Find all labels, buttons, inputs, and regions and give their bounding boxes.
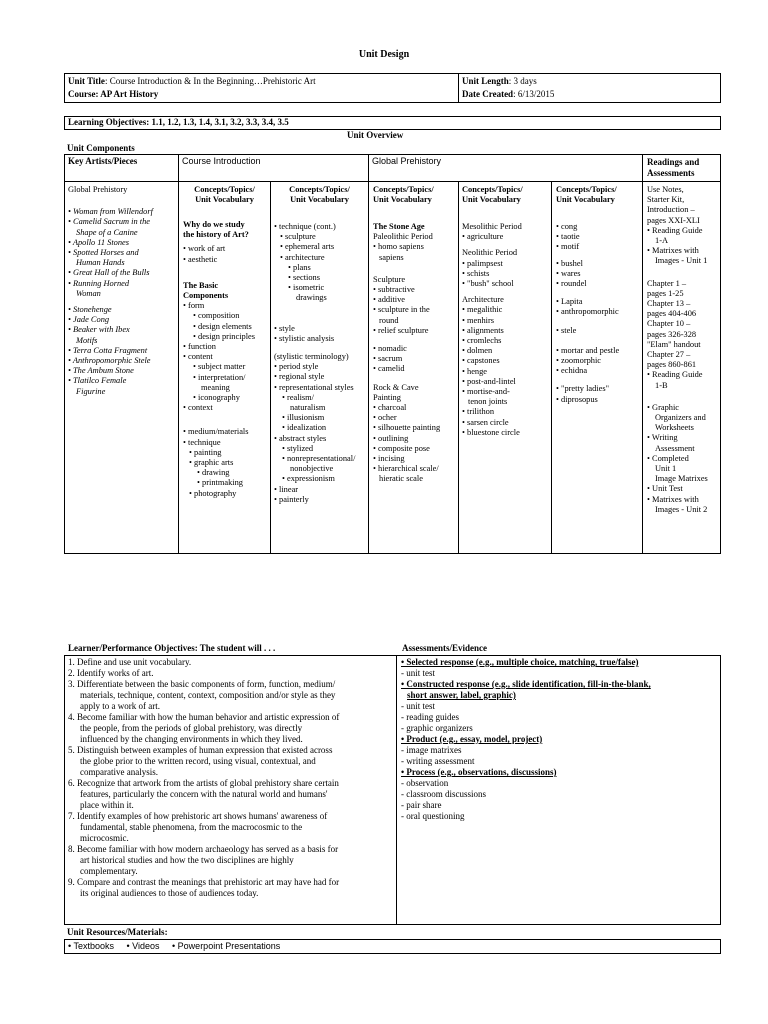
- col1-line: • subject matter: [193, 362, 246, 372]
- col5-line: • bushel: [556, 258, 583, 268]
- concepts-column-1: [183, 220, 269, 499]
- assessment-line: short answer, label, graphic): [407, 690, 516, 700]
- col3-line: • ocher: [373, 413, 397, 423]
- col5-line: • mortar and pestle: [556, 345, 620, 355]
- col2-line: • ephemeral arts: [280, 242, 335, 252]
- col6-line: • Graphic: [647, 402, 679, 412]
- col2-line: • architecture: [280, 252, 325, 262]
- objective-line: features, particularly the concern with the natural world and humans': [80, 789, 328, 799]
- col3-line: Sculpture: [373, 274, 406, 284]
- key-artist-item: • Spotted Horses and: [68, 248, 139, 258]
- col4-line: • schists: [462, 268, 490, 278]
- col6-line: Assessment: [655, 443, 695, 453]
- col6-line: Starter Kit,: [647, 195, 685, 205]
- col5-line: • roundel: [556, 279, 587, 289]
- concepts-header-5: Concepts/Topics/ Unit Vocabulary: [556, 185, 617, 205]
- col2-line: • regional style: [274, 372, 325, 382]
- col4-line: • bluestone circle: [462, 427, 520, 437]
- col3-line: sapiens: [379, 252, 404, 262]
- col3-line: • incising: [373, 454, 405, 464]
- key-artist-item: • Beaker with Ibex: [68, 325, 130, 335]
- resources-list: • Textbooks • Videos • Powerpoint Presentations: [68, 941, 281, 951]
- col6-line: pages 1-25: [647, 288, 684, 298]
- col2-line: • stylized: [282, 443, 314, 453]
- col4-line: • dolmen: [462, 346, 493, 356]
- objective-line: place within it.: [80, 800, 134, 810]
- readings-column: [647, 185, 720, 515]
- col4-line: • megalithic: [462, 305, 503, 315]
- col4-line: • capstones: [462, 356, 500, 366]
- objective-line: fundamental, stable phenomena, from the macrocosmic to the: [80, 822, 303, 832]
- concepts-column-2: [274, 222, 367, 505]
- header-course-introduction: Course Introduction: [182, 156, 261, 166]
- objective-line: influenced by the changing environments in which they lived.: [80, 734, 303, 744]
- key-artists-column: [68, 185, 176, 397]
- col2-line: • abstract styles: [274, 433, 327, 443]
- col6-line: 1-B: [655, 380, 668, 390]
- col3-line: • relief sculpture: [373, 325, 429, 335]
- assessment-line: - graphic organizers: [401, 723, 473, 733]
- col6-line: Organizers and: [655, 413, 706, 423]
- col4-line: Neolithic Period: [462, 248, 518, 258]
- objective-line: the people, from the periods of global prehistory, was directly: [80, 723, 303, 733]
- objective-line: 8. Become familiar with how modern archaeology has served as a basis for: [68, 844, 339, 854]
- col6-line: pages 404-406: [647, 309, 697, 319]
- col1-line: • photography: [189, 488, 237, 498]
- col1-line: • form: [183, 301, 205, 311]
- col1-line: • function: [183, 342, 216, 352]
- concepts-header-4: Concepts/Topics/ Unit Vocabulary: [462, 185, 523, 205]
- assessment-line: - oral questioning: [401, 811, 465, 821]
- objective-line: its original audiences to those of audiences today.: [80, 888, 259, 898]
- unit-title: Unit Title: Course Introduction & In the Beginning…Prehistoric Art: [68, 76, 316, 86]
- assessment-line: - observation: [401, 778, 449, 788]
- col2-line: drawings: [296, 293, 327, 303]
- col5-line: • wares: [556, 268, 581, 278]
- key-artist-item: • Terra Cotta Fragment: [68, 345, 148, 355]
- col6-line: • Matrixes with: [647, 494, 699, 504]
- course-name: Course: AP Art History: [68, 89, 159, 99]
- col2-line: • period style: [274, 362, 319, 372]
- col2-line: • linear: [274, 484, 299, 494]
- col6-line: Unit 1: [655, 464, 677, 474]
- col3-line: Painting: [373, 392, 401, 402]
- objective-line: comparative analysis.: [80, 767, 158, 777]
- key-artist-item: Motifs: [76, 335, 98, 345]
- key-artist-item: • Tlatilco Female: [68, 376, 127, 386]
- unit-components-heading: Unit Components: [67, 143, 135, 153]
- col6-line: Images - Unit 2: [655, 504, 708, 514]
- unit-length: Unit Length: 3 days: [462, 76, 537, 86]
- col1-line: • iconography: [193, 393, 240, 403]
- col3-line: The Stone Age: [373, 222, 425, 231]
- objective-line: apply to a work of art.: [80, 701, 160, 711]
- assessment-line: • Selected response (e.g., multiple choice, matching, true/false): [401, 657, 639, 667]
- col2-line: • sculpture: [280, 232, 316, 242]
- col2-line: • isometric: [288, 283, 325, 293]
- col5-line: • cong: [556, 222, 578, 231]
- objective-line: 7. Identify examples of how prehistoric art shows humans' awareness of: [68, 811, 328, 821]
- col2-line: (stylistic terminology): [274, 352, 349, 362]
- col5-line: • echidna: [556, 366, 588, 376]
- col2-line: • sections: [288, 273, 321, 283]
- col4-line: • agriculture: [462, 232, 504, 242]
- col3-line: hieratic scale: [379, 474, 423, 484]
- key-artist-item: • Great Hall of the Bulls: [68, 268, 150, 278]
- col3-line: • hierarchical scale/: [373, 464, 439, 474]
- assessment-line: • Process (e.g., observations, discussions): [401, 767, 557, 777]
- objective-line: 4. Become familiar with how the human behavior and artistic expression of: [68, 712, 340, 722]
- col3-line: Paleolithic Period: [373, 232, 433, 242]
- concepts-header-1: Concepts/Topics/ Unit Vocabulary: [194, 185, 255, 205]
- col5-line: • diprosopus: [556, 394, 598, 404]
- key-artist-item: Figurine: [76, 386, 106, 396]
- col6-line: pages XXI-XLI: [647, 215, 700, 225]
- col1-line: • design principles: [193, 331, 256, 341]
- key-artist-item: Woman: [76, 288, 101, 298]
- col1-line: • technique: [183, 437, 221, 447]
- concepts-header-3: Concepts/Topics/ Unit Vocabulary: [373, 185, 434, 205]
- assessments-heading: Assessments/Evidence: [402, 643, 487, 653]
- col1-line: meaning: [201, 382, 230, 392]
- col1-line: • context: [183, 403, 213, 413]
- col1-line: • design elements: [193, 321, 252, 331]
- col2-line: • representational styles: [274, 382, 354, 392]
- unit-overview-heading: Unit Overview: [347, 130, 404, 140]
- col5-line: • anthropomorphic: [556, 307, 619, 317]
- col6-line: Chapter 13 –: [647, 299, 691, 309]
- col6-line: • Unit Test: [647, 484, 683, 494]
- objective-line: 3. Differentiate between the basic components of form, function, medium/: [68, 679, 336, 689]
- col6-line: "Elam" handout: [647, 339, 701, 349]
- key-artist-item: • Stonehenge: [68, 305, 112, 315]
- objective-line: 1. Define and use unit vocabulary.: [68, 657, 192, 667]
- col2-line: nonobjective: [290, 464, 334, 474]
- col4-line: • mortise-and-: [462, 387, 510, 397]
- col6-line: • Matrixes with: [647, 246, 699, 256]
- col2-line: • idealization: [282, 423, 327, 433]
- header-key-artists: Key Artists/Pieces: [68, 156, 138, 166]
- col4-line: • post-and-lintel: [462, 376, 516, 386]
- col5-line: • taotie: [556, 232, 580, 242]
- col6-line: • Reading Guide: [647, 370, 703, 380]
- col6-line: Chapter 10 –: [647, 319, 691, 329]
- date-created: Date Created: 6/13/2015: [462, 89, 555, 99]
- assessment-line: • Constructed response (e.g., slide identification, fill-in-the-blank,: [401, 679, 651, 689]
- col3-line: • outlining: [373, 433, 409, 443]
- key-artist-item: • Jade Cong: [68, 315, 110, 325]
- col1-line: • aesthetic: [183, 254, 218, 264]
- col6-line: 1-A: [655, 236, 669, 246]
- col2-line: • realism/: [282, 392, 315, 402]
- concepts-column-5: [556, 222, 641, 405]
- col6-line: • Reading Guide: [647, 225, 703, 235]
- col3-line: Rock & Cave: [373, 382, 419, 392]
- col3-line: • composite pose: [373, 443, 430, 453]
- objective-line: 9. Compare and contrast the meanings that prehistoric art may have had for: [68, 877, 340, 887]
- learning-objectives: Learning Objectives: 1.1, 1.2, 1.3, 1.4, 3.1, 3.2, 3.3, 3.4, 3.5: [68, 117, 289, 127]
- page-title: Unit Design: [358, 49, 410, 60]
- key-artist-item: • Running Horned: [68, 278, 130, 288]
- col6-line: • Completed: [647, 453, 689, 463]
- col4-line: • henge: [462, 366, 488, 376]
- col1-line: • content: [183, 352, 213, 362]
- key-artist-item: Human Hands: [76, 258, 125, 268]
- col1-line: • graphic arts: [189, 458, 234, 468]
- col6-line: Image Matrixes: [655, 474, 708, 484]
- assessment-line: - classroom discussions: [401, 789, 486, 799]
- col1-line: • painting: [189, 447, 222, 457]
- col2-line: • technique (cont.): [274, 222, 336, 231]
- objective-line: 6. Recognize that artwork from the artists of global prehistory share certain: [68, 778, 339, 788]
- key-artist-item: • Apollo 11 Stones: [68, 237, 130, 247]
- objective-line: complementary.: [80, 866, 138, 876]
- col4-line: Mesolithic Period: [462, 222, 522, 231]
- resources-heading: Unit Resources/Materials:: [67, 927, 168, 937]
- key-artists-title: Global Prehistory: [68, 185, 128, 194]
- objective-line: microcosmic.: [80, 833, 129, 843]
- col2-line: naturalism: [290, 403, 326, 413]
- col5-line: • Lapita: [556, 297, 583, 307]
- col2-line: • expressionism: [282, 474, 335, 484]
- col2-line: • style: [274, 323, 295, 333]
- concepts-column-3: [373, 222, 457, 485]
- assessments-list: [401, 657, 719, 822]
- key-artist-item: • Camelid Sacrum in the: [68, 217, 151, 227]
- col2-line: • plans: [288, 262, 311, 272]
- col3-line: • sacrum: [373, 354, 403, 364]
- objective-line: 5. Distinguish between examples of human expression that existed across: [68, 745, 333, 755]
- assessment-line: - unit test: [401, 701, 435, 711]
- concepts-column-4: [462, 222, 550, 438]
- col3-line: • homo sapiens: [373, 242, 424, 252]
- col6-line: Chapter 1 –: [647, 278, 687, 288]
- col1-line: the history of Art?: [183, 230, 249, 240]
- col3-line: • sculpture in the: [373, 305, 430, 315]
- col4-line: • trilithon: [462, 407, 495, 417]
- col1-line: • drawing: [197, 468, 230, 478]
- objective-line: the globe prior to the written record, using visual, contextual, and: [80, 756, 316, 766]
- col4-line: • menhirs: [462, 315, 495, 325]
- col5-line: • motif: [556, 242, 580, 252]
- col2-line: • stylistic analysis: [274, 333, 335, 343]
- col1-line: • interpretation/: [193, 372, 246, 382]
- col1-line: • medium/materials: [183, 427, 249, 437]
- col3-line: round: [379, 315, 399, 325]
- col6-line: pages 860-861: [647, 360, 697, 370]
- col6-line: Images - Unit 1: [655, 256, 708, 266]
- objective-line: art historical studies and how the two disciplines are highly: [80, 855, 294, 865]
- key-artist-item: Shape of a Canine: [76, 227, 138, 237]
- key-artist-item: • The Ambum Stone: [68, 366, 134, 376]
- key-artist-item: • Woman from Willendorf: [68, 207, 153, 217]
- col6-line: pages 326-328: [647, 329, 697, 339]
- col5-line: • zoomorphic: [556, 356, 602, 366]
- col5-line: • "pretty ladies": [556, 384, 610, 394]
- col3-line: • silhouette painting: [373, 423, 441, 433]
- col3-line: • subtractive: [373, 285, 415, 295]
- col4-line: Architecture: [462, 295, 504, 305]
- col3-line: • additive: [373, 295, 406, 305]
- objective-line: materials, technique, content, context, composition and/or style as they: [80, 690, 336, 700]
- assessment-line: - reading guides: [401, 712, 459, 722]
- col5-line: • stele: [556, 325, 577, 335]
- learner-objectives-heading: Learner/Performance Objectives: The student will . . .: [68, 643, 276, 653]
- assessment-line: - writing assessment: [401, 756, 475, 766]
- col1-line: Components: [183, 291, 229, 301]
- header-global-prehistory: Global Prehistory: [372, 156, 442, 166]
- col3-line: • nomadic: [373, 344, 407, 354]
- col6-line: Worksheets: [655, 423, 694, 433]
- assessment-line: • Product (e.g., essay, model, project): [401, 734, 543, 744]
- col1-line: • composition: [193, 311, 240, 321]
- col6-line: Introduction –: [647, 205, 695, 215]
- col1-line: • work of art: [183, 244, 226, 254]
- objective-line: 2. Identify works of art.: [68, 668, 154, 678]
- col4-line: • alignments: [462, 325, 504, 335]
- col4-line: • sarsen circle: [462, 417, 509, 427]
- col4-line: • palimpsest: [462, 258, 503, 268]
- assessment-line: - unit test: [401, 668, 435, 678]
- learner-objectives-list: [68, 657, 394, 899]
- concepts-header-2: Concepts/Topics/ Unit Vocabulary: [289, 185, 350, 205]
- col2-line: • painterly: [274, 494, 309, 504]
- col4-line: • cromlechs: [462, 336, 502, 346]
- assessment-line: - image matrixes: [401, 745, 462, 755]
- col6-line: Use Notes,: [647, 185, 684, 194]
- col6-line: • Writing: [647, 433, 678, 443]
- header-readings-assessments: Readings and Assessments: [647, 157, 700, 178]
- col2-line: • illusionism: [282, 413, 325, 423]
- col3-line: • charcoal: [373, 403, 407, 413]
- col2-line: • nonrepresentational/: [282, 454, 356, 464]
- col1-line: • printmaking: [197, 478, 243, 488]
- col1-line: The Basic: [183, 280, 219, 290]
- col1-line: Why do we study: [183, 220, 245, 229]
- col6-line: Chapter 27 –: [647, 350, 691, 360]
- col3-line: • camelid: [373, 364, 405, 374]
- key-artist-item: • Anthropomorphic Stele: [68, 356, 151, 366]
- col4-line: • "bush" school: [462, 279, 514, 289]
- assessment-line: - pair share: [401, 800, 442, 810]
- col4-line: tenon joints: [468, 397, 508, 407]
